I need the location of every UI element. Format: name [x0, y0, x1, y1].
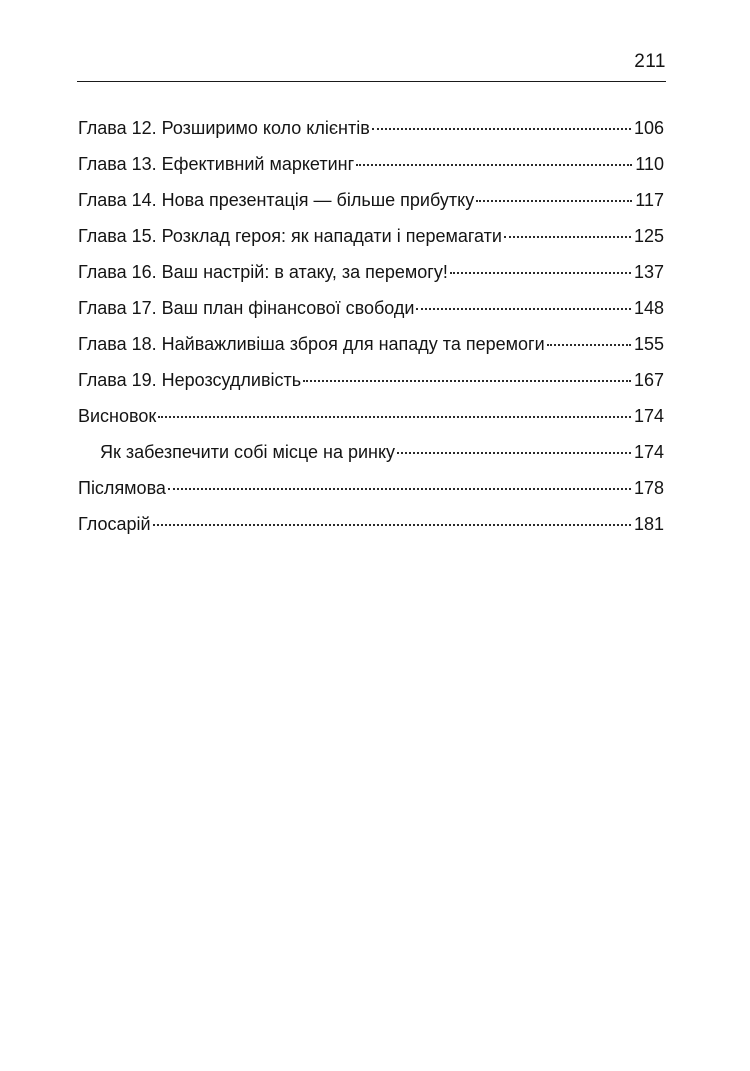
- toc-entry[interactable]: [78, 330, 664, 366]
- page-number: 211: [634, 51, 666, 72]
- dot-leader: [416, 308, 631, 310]
- toc-entry-sub[interactable]: [78, 438, 664, 474]
- toc-entry-title: Глава 12. Розширимо коло клієнтів: [78, 118, 370, 138]
- dot-leader: [168, 488, 631, 490]
- toc-entry-title: Глава 19. Нерозсудливість: [78, 370, 302, 390]
- toc-entry-title: Глава 15. Розклад героя: як нападати і перемагати: [78, 226, 502, 246]
- toc-entry[interactable]: [78, 186, 664, 222]
- toc-entry-page: 174: [633, 442, 664, 462]
- dot-leader: [547, 344, 631, 346]
- toc-entry-title: Глава 14. Нова презентація — більше прибутку: [78, 190, 475, 210]
- toc-entry[interactable]: [78, 474, 664, 510]
- toc-entry-page: 181: [633, 514, 664, 534]
- toc-entry-title: Як забезпечити собі місце на ринку: [100, 442, 396, 462]
- dot-leader: [504, 236, 631, 238]
- toc-entry[interactable]: [78, 222, 664, 258]
- dot-leader: [356, 164, 632, 166]
- toc-entry-page: 155: [633, 334, 664, 354]
- toc-entry[interactable]: [78, 402, 664, 438]
- toc-entry-page: 174: [633, 406, 664, 426]
- dot-leader: [397, 452, 631, 454]
- toc-entry-title: Висновок: [78, 406, 157, 426]
- toc-entry-title: Глава 18. Найважливіша зброя для нападу та перемоги: [78, 334, 545, 354]
- toc-entry[interactable]: [78, 366, 664, 402]
- toc-entry-title: Глава 17. Ваш план фінансової свободи: [78, 298, 415, 318]
- toc-entry-title: Глава 13. Ефективний маркетинг: [78, 154, 355, 174]
- toc-entry[interactable]: [78, 258, 664, 294]
- toc-entry[interactable]: [78, 294, 664, 330]
- dot-leader: [153, 524, 631, 526]
- toc-entry-page: 125: [633, 226, 664, 246]
- dot-leader: [372, 128, 631, 130]
- dot-leader: [476, 200, 632, 202]
- toc-entry-page: 148: [633, 298, 664, 318]
- dot-leader: [158, 416, 631, 418]
- toc-entry[interactable]: [78, 510, 664, 546]
- toc-entry-title: Післямова: [78, 478, 166, 498]
- toc-entry-page: 178: [633, 478, 664, 498]
- toc-entry-page: 167: [633, 370, 664, 390]
- dot-leader: [303, 380, 631, 382]
- toc-entry-page: 106: [633, 118, 664, 138]
- toc-entry-title: Глосарій: [78, 514, 151, 534]
- table-of-contents: [78, 114, 664, 546]
- toc-entry-page: 110: [635, 154, 664, 174]
- toc-entry[interactable]: [78, 150, 664, 186]
- toc-entry-title: Глава 16. Ваш настрій: в атаку, за перемогу!: [78, 262, 448, 282]
- toc-entry-page: 117: [635, 190, 664, 210]
- header-rule: [77, 81, 666, 82]
- dot-leader: [450, 272, 631, 274]
- toc-entry-page: 137: [633, 262, 664, 282]
- toc-entry[interactable]: [78, 114, 664, 150]
